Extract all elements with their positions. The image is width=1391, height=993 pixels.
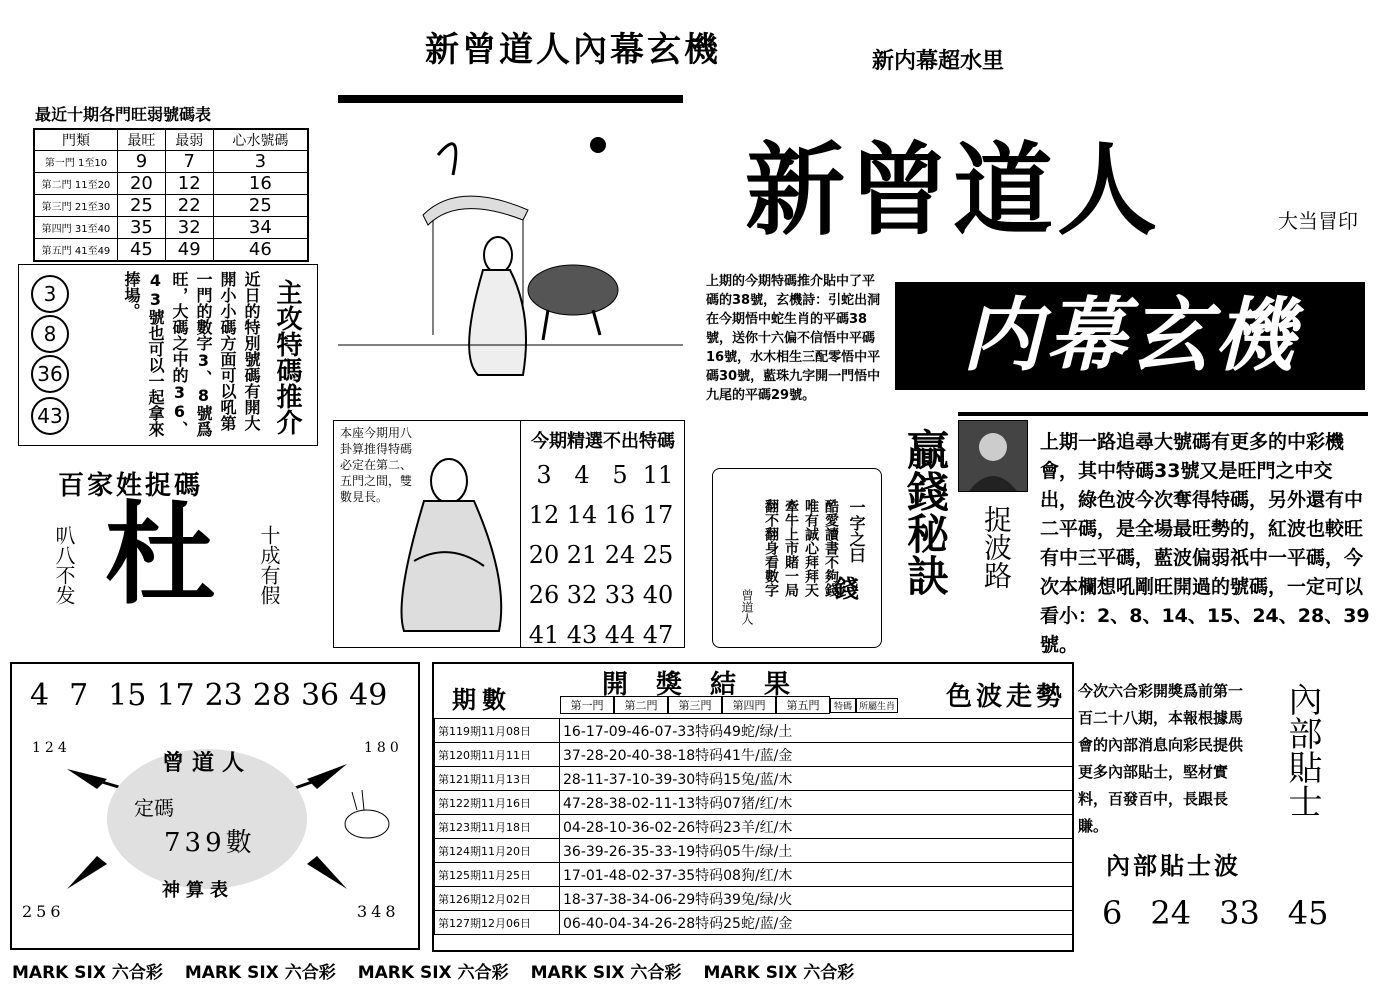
hot-table-title: 最近十期各門旺弱號碼表	[35, 105, 212, 124]
table-row	[435, 887, 1074, 911]
exclude-number: 21	[566, 541, 598, 569]
footer-item: MARK SIX 六合彩	[12, 963, 163, 983]
insider-numbers	[1102, 894, 1329, 932]
period-cell: 第125期11月25日	[435, 863, 560, 887]
results-box	[432, 662, 1074, 952]
hot-cell: 第一門 1至10	[34, 151, 118, 173]
calc-small-left: 124	[32, 740, 71, 756]
calc-number: 17	[156, 678, 195, 713]
footer-item: MARK SIX 六合彩	[703, 963, 855, 983]
special-side-title: 主攻特碼推介	[272, 279, 302, 435]
calc-number: 36	[300, 678, 340, 713]
insider-number: 45	[1287, 894, 1329, 932]
gate-label: 特碼	[830, 698, 856, 713]
brand-stamp: 大当冒印	[1278, 209, 1358, 233]
footer-strip	[12, 958, 1382, 983]
hot-cell: 9	[118, 151, 166, 173]
surname-left: 叭八不发	[52, 525, 76, 605]
scroll-sign: 曾道人	[740, 589, 754, 625]
period-cell: 第126期12月02日	[435, 887, 560, 911]
secret-title: 贏錢秘訣	[901, 428, 950, 596]
period-cell: 第124期11月20日	[435, 839, 560, 863]
calc-bottom: 神算表	[162, 880, 234, 901]
exclude-panel	[520, 421, 685, 647]
hot-header: 最弱	[165, 129, 213, 151]
results-title: 開獎結果	[602, 670, 819, 700]
insider-text: 今次六合彩開獎爲前第一百二十八期，本報根據馬會的內部消息向彩民提供更多內部貼士，堅材實料，百發百中，長跟長賺。	[1078, 682, 1244, 835]
hot-header: 門類	[34, 129, 118, 151]
hot-cell: 32	[165, 217, 213, 239]
scroll-line: 唯有誠心拜拜天	[803, 499, 819, 597]
calc-small-right: 180	[364, 740, 403, 756]
table-row	[435, 791, 1074, 815]
footer-item: MARK SIX 六合彩	[530, 963, 682, 983]
hot-cell: 20	[118, 173, 166, 195]
exclude-number: 17	[642, 501, 674, 529]
exclude-number: 25	[642, 541, 674, 569]
gate-label: 第四門	[722, 696, 776, 714]
hot-cell: 25	[213, 195, 308, 217]
calc-br: 348	[357, 902, 400, 921]
table-row	[435, 839, 1074, 863]
hot-cell: 45	[118, 239, 166, 262]
hot-cell: 35	[118, 217, 166, 239]
special-text: 近日的特別號碼有開大開小小碼方面可以吼第一門的數字3、8號爲旺，大碼之中的36、43號也可以一起拿來捧場。	[122, 271, 261, 437]
hot-cell: 第二門 11至20	[34, 173, 118, 195]
exclude-number: 40	[642, 581, 674, 609]
exclude-number: 12	[528, 501, 560, 529]
hot-cell: 7	[165, 151, 213, 173]
insider-wave-title: 內部貼士波	[1106, 852, 1241, 880]
footer-item: MARK SIX 六合彩	[184, 963, 336, 983]
special-number: 3	[31, 275, 69, 313]
table-row	[34, 173, 308, 195]
result-cell: 16-17-09-46-07-33特码49蛇/绿/土	[560, 719, 1074, 743]
hot-table	[33, 128, 309, 262]
exclude-number: 32	[566, 581, 598, 609]
exclude-number: 3	[536, 461, 552, 489]
result-cell: 18-37-38-34-06-29特码39兔/绿/火	[560, 887, 1074, 911]
insider-number: 24	[1150, 894, 1192, 932]
period-cell: 第123期11月18日	[435, 815, 560, 839]
result-cell: 06-40-04-34-26-28特码25蛇/蓝/金	[560, 911, 1074, 935]
previous-note: 上期的今期特碼推介貼中了平碼的38號，玄機詩：引蛇出洞在今期悟中蛇生肖的平碼38號，送你十六偏不信悟中平碼16號，水木相生三配零悟中平碼30號，藍珠九字開一門悟中九尾的平碼29號。	[706, 274, 881, 403]
hot-cell: 3	[213, 151, 308, 173]
calc-number: 28	[252, 678, 291, 713]
insider-vertical: 內部貼士	[1282, 682, 1322, 818]
fortune-teller-illustration	[338, 95, 683, 395]
secret-name: 捉波路	[980, 505, 1013, 589]
exclude-number: 33	[604, 581, 636, 609]
table-row	[435, 719, 1074, 743]
special-number: 36	[31, 355, 69, 393]
top-right-title: 新内幕超水里	[872, 49, 1005, 74]
scroll-line: 牽牛上市賭一局	[783, 499, 799, 597]
result-cell: 17-01-48-02-37-35特码08狗/红/木	[560, 863, 1074, 887]
surname-title: 百家姓捉碼	[58, 471, 204, 501]
insider-number: 33	[1219, 894, 1260, 932]
exclude-grid	[521, 461, 685, 661]
calc-title: 曾道人	[162, 750, 253, 776]
author-avatar	[958, 420, 1028, 492]
exclude-number: 20	[528, 541, 560, 569]
top-title: 新曾道人內幕玄機	[425, 30, 721, 70]
hot-cell: 34	[213, 217, 308, 239]
special-number: 43	[31, 397, 69, 435]
exclude-number: 43	[566, 621, 598, 649]
footer-item: MARK SIX 六合彩	[357, 963, 509, 983]
exclude-number: 4	[574, 461, 590, 489]
result-cell: 37-28-20-40-38-18特码41牛/蓝/金	[560, 743, 1074, 767]
exclude-title: 今期精選不出特碼	[531, 431, 675, 452]
table-row	[34, 195, 308, 217]
exclude-number: 44	[604, 621, 636, 649]
exclude-number: 41	[528, 621, 560, 649]
exclude-number: 5	[612, 461, 628, 489]
hot-cell: 49	[165, 239, 213, 262]
exclude-number: 11	[642, 461, 674, 489]
results-period-label: 期數	[452, 686, 512, 714]
bagua-box	[333, 420, 685, 648]
table-row	[435, 815, 1074, 839]
gate-label: 第三門	[668, 696, 722, 714]
insider-number: 6	[1102, 894, 1123, 932]
surname-char: 杜	[105, 491, 215, 619]
period-cell: 第119期11月08日	[435, 719, 560, 743]
exclude-number: 14	[566, 501, 598, 529]
period-cell: 第122期11月16日	[435, 791, 560, 815]
hot-cell: 22	[165, 195, 213, 217]
result-cell: 47-28-38-02-11-13特码07猪/红/木	[560, 791, 1074, 815]
gate-label: 第一門	[560, 696, 614, 714]
table-row	[435, 911, 1074, 935]
sage-illustration	[384, 441, 514, 641]
scroll-line: 酷愛讀書不夠錢	[823, 499, 839, 597]
results-table	[434, 718, 1074, 935]
scroll-line: 一字之曰	[847, 499, 866, 563]
hot-header: 心水號碼	[213, 129, 308, 151]
table-row	[435, 743, 1074, 767]
results-trend: 色波走勢	[946, 682, 1067, 712]
results-gates	[560, 696, 898, 714]
gate-label: 第二門	[614, 696, 668, 714]
calc-number: 4	[30, 678, 50, 713]
hot-cell: 16	[213, 173, 308, 195]
hot-header: 最旺	[118, 129, 166, 151]
scroll-char: 錢	[835, 575, 859, 603]
exclude-number: 47	[642, 621, 674, 649]
table-row	[435, 767, 1074, 791]
scroll	[712, 468, 882, 648]
secret-text: 上期一路追尋大號碼有更多的中彩機會，其中特碼33號又是旺門之中交出，綠色波今次奪得特碼，另外還有中二平碼，是全場最旺勢的，紅波也較旺有中三平碼，藍波偏弱祇中一平碼，今次本欄想吼剛旺開過的號碼，一定可以看小：2、8、14、15、24、28、39號。	[1040, 431, 1370, 656]
gate-label: 所屬生肖	[856, 698, 898, 713]
calc-number: 15	[108, 678, 147, 713]
calc-digits: 739數	[164, 828, 256, 858]
surname-right: 十成有假	[257, 525, 281, 605]
table-row	[435, 863, 1074, 887]
period-cell: 第121期11月13日	[435, 767, 560, 791]
result-cell: 36-39-26-35-33-19特码05牛/绿/土	[560, 839, 1074, 863]
table-row	[34, 239, 308, 262]
period-cell: 第127期12月06日	[435, 911, 560, 935]
hot-cell: 12	[165, 173, 213, 195]
result-cell: 28-11-37-10-39-30特码15兔/蓝/木	[560, 767, 1074, 791]
bagua-note: 本座今期用八卦算推得特碼必定在第二、五門之間，雙數見長。	[340, 426, 413, 504]
hot-cell: 第三門 21至30	[34, 195, 118, 217]
special-box	[18, 264, 318, 446]
table-row	[34, 217, 308, 239]
calc-fixed: 定碼	[134, 796, 174, 820]
hot-cell: 46	[213, 239, 308, 262]
period-cell: 第120期11月11日	[435, 743, 560, 767]
calc-number: 7	[69, 678, 89, 713]
brand-subtitle: 内幕玄機	[895, 282, 1365, 390]
special-number: 8	[31, 315, 69, 353]
brand-title: 新曾道人	[745, 131, 1161, 249]
gate-label: 第五門	[776, 696, 830, 714]
hot-cell: 25	[118, 195, 166, 217]
exclude-number: 16	[604, 501, 636, 529]
exclude-number: 24	[604, 541, 636, 569]
hot-cell: 第五門 41至49	[34, 239, 118, 262]
calc-box	[10, 662, 420, 950]
calc-bl: 256	[22, 902, 65, 921]
secret-divider	[958, 412, 1368, 416]
calc-number: 49	[349, 678, 388, 713]
result-cell: 04-28-10-36-02-26特码23羊/红/木	[560, 815, 1074, 839]
exclude-number: 26	[528, 581, 560, 609]
hot-cell: 第四門 31至40	[34, 217, 118, 239]
table-row	[34, 151, 308, 173]
calc-number: 23	[204, 678, 243, 713]
scroll-line: 翻不翻身看數字	[763, 499, 779, 597]
